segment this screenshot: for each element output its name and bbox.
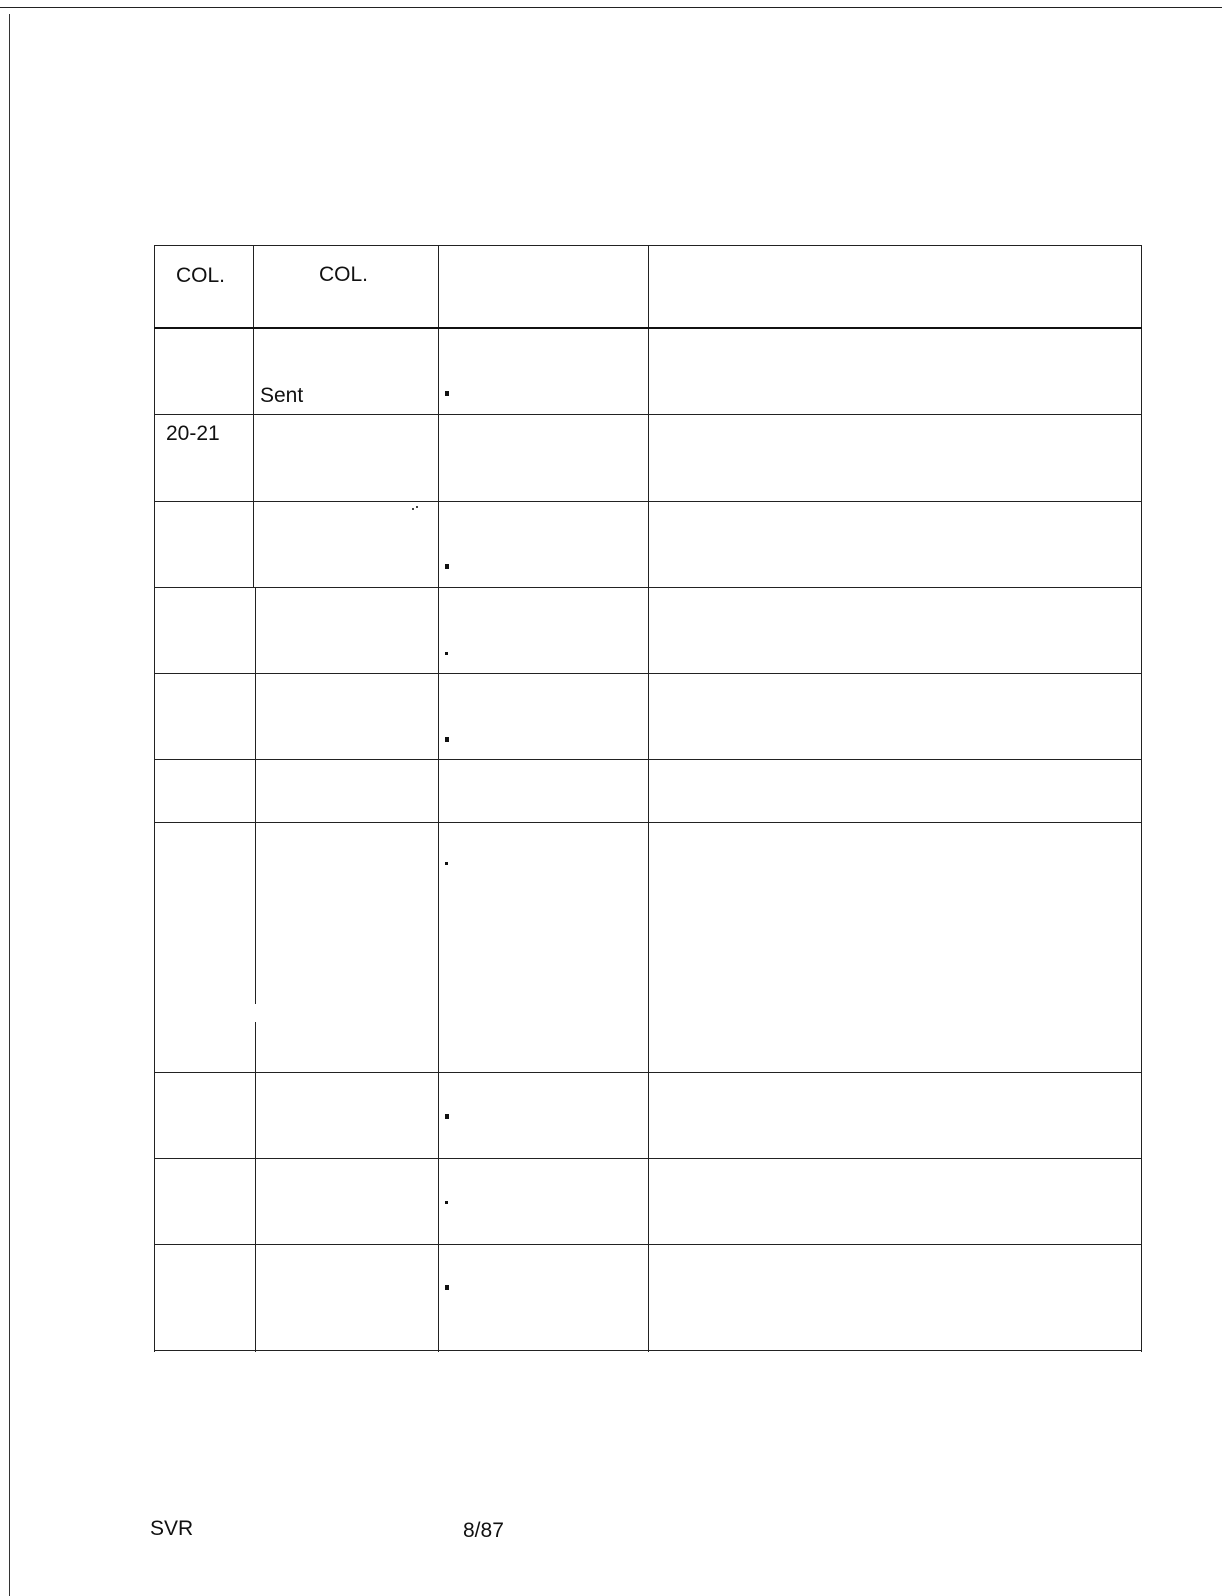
table-border-left xyxy=(154,245,155,1352)
row-divider-9 xyxy=(154,1244,1142,1245)
column-divider-3 xyxy=(648,245,649,1352)
table-border-right xyxy=(1141,245,1142,1352)
footer-document-code: SVR xyxy=(150,1517,194,1540)
data-table xyxy=(154,245,1142,1352)
column-divider-1b xyxy=(255,588,256,1004)
row8-bullet-mark xyxy=(445,1114,449,1119)
row-divider-5 xyxy=(154,759,1142,760)
column-divider-2 xyxy=(438,245,439,1352)
row-divider-1 xyxy=(154,414,1142,415)
row5-bullet-mark xyxy=(445,737,449,742)
row1-bullet-mark xyxy=(445,391,449,396)
column-divider-1a xyxy=(253,245,254,588)
row-divider-6 xyxy=(154,822,1142,823)
row-divider-7 xyxy=(154,1072,1142,1073)
row-divider-8 xyxy=(154,1158,1142,1159)
row3-bullet-mark xyxy=(445,564,449,569)
footer-date: 8/87 xyxy=(463,1519,504,1542)
header-col2-label: COL. xyxy=(319,263,369,286)
header-col1-label: COL. xyxy=(176,264,226,287)
header-divider xyxy=(154,327,1142,329)
row-divider-3 xyxy=(154,587,1142,588)
speck-mark xyxy=(416,506,418,508)
row10-bullet-mark xyxy=(445,1285,449,1290)
speck-mark xyxy=(412,508,414,510)
table-border-bottom xyxy=(154,1350,1142,1351)
row1-col2-text: Sent xyxy=(260,384,304,407)
row7-bullet-mark xyxy=(445,862,448,865)
page-top-border xyxy=(0,7,1222,8)
row9-bullet-mark xyxy=(445,1201,448,1204)
row4-bullet-mark xyxy=(445,652,448,655)
table-border-top xyxy=(154,245,1142,246)
row2-col1-text: 20-21 xyxy=(166,422,220,445)
page-left-border xyxy=(9,14,10,1596)
row-divider-4 xyxy=(154,673,1142,674)
row-divider-2 xyxy=(154,501,1142,502)
